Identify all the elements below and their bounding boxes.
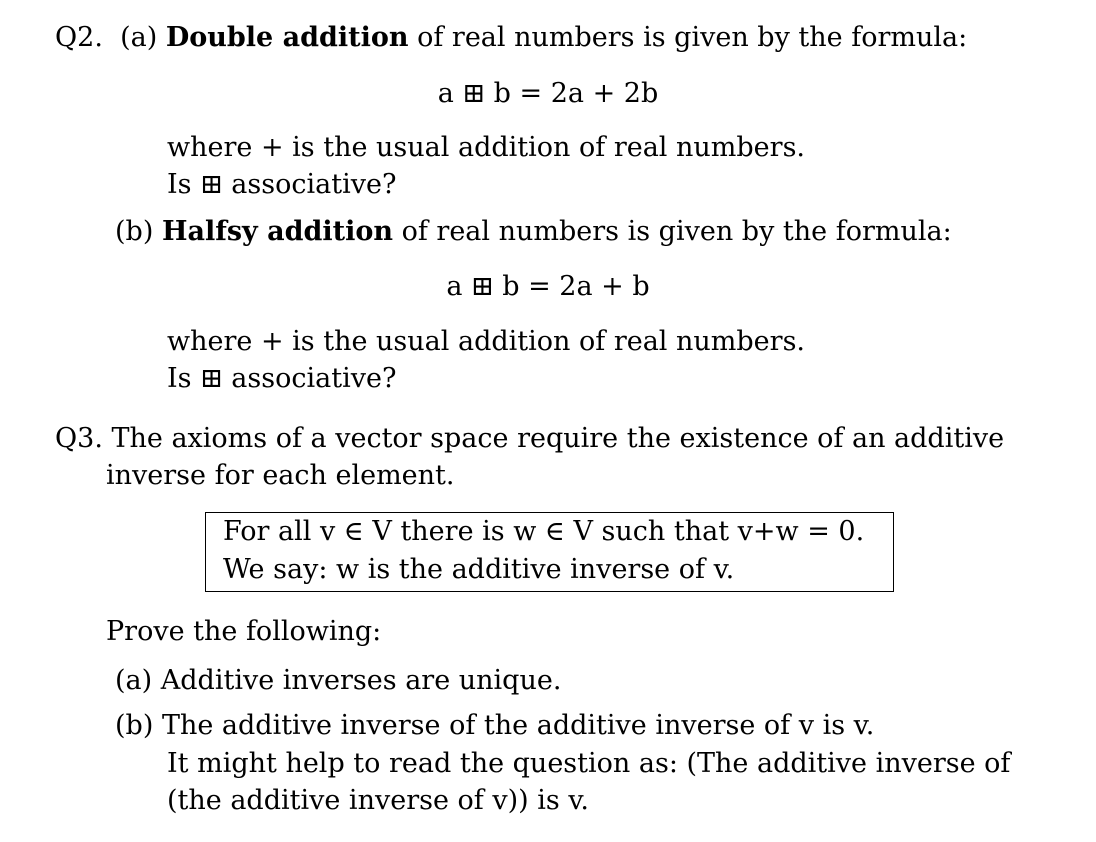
definition-line-1: For all v ∈ V there is w ∈ V such that v+w = 0. (223, 516, 865, 547)
q3a-item (115, 665, 561, 697)
q2b-heading (115, 216, 952, 248)
definition-line-2: We say: w is the additive inverse of v. (223, 554, 735, 585)
q3-label: Q3. (55, 423, 103, 454)
q2a-formula: a ⊞ b = 2a + 2b (437, 78, 659, 109)
q3-intro-line1: The axioms of a vector space require the existence of an additive (102, 423, 1005, 454)
q2a-marker: (a) (120, 22, 158, 53)
q2a-term: Double addition (165, 22, 409, 53)
q3b-item (115, 710, 874, 742)
q2b-where: where + is the usual addition of real numbers. (167, 326, 806, 357)
q3a-marker: (a) (115, 665, 153, 696)
q3-prove: Prove the following: (106, 616, 382, 647)
definition-box (205, 512, 894, 592)
q2a-intro: of real numbers is given by the formula: (408, 22, 968, 53)
q2-heading (55, 22, 967, 54)
q2a-question: Is ⊞ associative? (167, 169, 397, 200)
q3-intro-line2: inverse for each element. (106, 460, 455, 491)
q3b-line3: (the additive inverse of v)) is v. (167, 785, 589, 816)
q3b-marker: (b) (115, 710, 154, 741)
q2b-intro: of real numbers is given by the formula: (393, 216, 952, 247)
q2b-question: Is ⊞ associative? (167, 363, 397, 394)
q3a-text: Additive inverses are unique. (160, 665, 562, 696)
q2b-marker: (b) (115, 216, 154, 247)
q2b-term: Halfsy addition (161, 216, 393, 247)
q2b-formula: a ⊞ b = 2a + b (446, 271, 650, 302)
q3-heading (55, 423, 1004, 455)
q3b-line1: The additive inverse of the additive inverse of v is v. (161, 710, 875, 741)
q3b-line2: It might help to read the question as: (The additive inverse of (167, 748, 1011, 779)
q2-label: Q2. (55, 22, 103, 53)
q2a-where: where + is the usual addition of real numbers. (167, 132, 806, 163)
